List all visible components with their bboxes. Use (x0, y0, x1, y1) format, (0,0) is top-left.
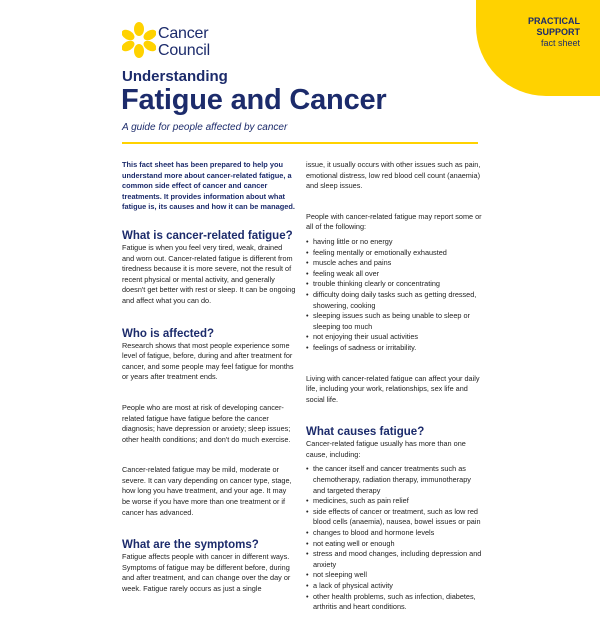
symptoms-outro: Living with cancer-related fatigue can affect your daily life, including your work, relationships, sex life and social life. (306, 373, 480, 404)
who-paragraph-2: People who are most at risk of developing cancer-related fatigue have fatigue before the cancer diagnosis; have depression or anxiety; sleep issues; other health conditions; and don't do much exercise. (122, 402, 291, 444)
list-item: • feeling weak all over (306, 269, 484, 280)
list-item: • not enjoying their usual activities (306, 332, 484, 343)
list-item: • medicines, such as pain relief (306, 496, 484, 507)
list-item: • the cancer itself and cancer treatments such as chemotherapy, radiation therapy, immunotherapy and targeted therapy (306, 464, 484, 496)
heading-what-is: What is cancer-related fatigue? (122, 229, 293, 242)
title-divider (122, 142, 478, 144)
list-item: • not eating well or enough (306, 539, 484, 550)
corner-label (528, 16, 580, 49)
symptoms-continued: issue, it usually occurs with other issues such as pain, emotional distress, low red blood cell count (anaemia) and sleep issues. (306, 160, 481, 191)
list-item: • difficulty doing daily tasks such as getting dressed, showering, cooking (306, 290, 484, 311)
causes-list (306, 464, 484, 612)
corner-line-1: PRACTICAL (528, 16, 580, 26)
page-title: Fatigue and Cancer (121, 84, 387, 116)
heading-who-affected: Who is affected? (122, 327, 215, 340)
list-item: • changes to blood and hormone levels (306, 528, 484, 539)
right-column (306, 160, 484, 623)
who-paragraph-1: Research shows that most people experience some level of fatigue, before, during and after treatment for cancer, and some people may feel fatigue for months or years after treatment ends. (122, 340, 294, 382)
list-item: • a lack of physical activity (306, 581, 484, 592)
heading-symptoms: What are the symptoms? (122, 539, 259, 552)
who-paragraph-3: Cancer-related fatigue may be mild, moderate or severe. It can vary depending on cancer type, stage, how long you have treatment, and your age. It may be worse if you have more than one treatment or if cancer has advanced. (122, 465, 292, 517)
left-column (122, 160, 296, 605)
symptoms-list-intro: People with cancer-related fatigue may report some or all of the following: (306, 211, 482, 232)
logo-line-2: Council (158, 42, 210, 59)
daffodil-logo-icon (122, 22, 156, 58)
list-item: • feelings of sadness or irritability. (306, 343, 484, 354)
what-is-body: Fatigue is when you feel very tired, weak, drained and worn out. Cancer-related fatigue is different from tiredness because it is more severe, not the result of recent physical or mental activity, and generally doesn't get better with rest or sleep. It can be ongoing and affect what you can do. (122, 242, 296, 305)
causes-intro: Cancer-related fatigue usually has more than one cause, including: (306, 439, 466, 459)
list-item: • stress and mood changes, including depression and anxiety (306, 549, 484, 570)
list-item: • feeling mentally or emotionally exhausted (306, 248, 484, 259)
heading-causes: What causes fatigue? (306, 426, 425, 439)
cancer-council-logo (122, 22, 232, 62)
intro-paragraph: This fact sheet has been prepared to help you understand more about cancer-related fatigue, a common side effect of cancer and cancer treatments. It provides information about what fatigue is, its causes and how it can be managed. (122, 160, 295, 212)
logo-wordmark (158, 25, 210, 59)
list-item: • muscle aches and pains (306, 258, 484, 269)
symptoms-list (306, 237, 484, 354)
corner-line-2: SUPPORT (536, 27, 580, 37)
list-item: • not sleeping well (306, 570, 484, 581)
list-item: • trouble thinking clearly or concentrating (306, 279, 484, 290)
corner-line-3: fact sheet (540, 38, 580, 48)
list-item: • side effects of cancer or treatment, such as low red blood cells (anaemia), nausea, bowel issues or pain (306, 507, 484, 528)
title-kicker: Understanding (122, 68, 228, 85)
list-item: • having little or no energy (306, 237, 484, 248)
practical-support-corner (476, 0, 600, 96)
list-item: • sleeping issues such as being unable to sleep or sleeping too much (306, 311, 484, 332)
logo-line-1: Cancer (158, 25, 209, 42)
list-item: • other health problems, such as infection, diabetes, arthritis and heart conditions. (306, 592, 484, 613)
page-subtitle: A guide for people affected by cancer (122, 122, 288, 133)
symptoms-body: Fatigue affects people with cancer in different ways. Symptoms of fatigue may be different before, during and after treatment, and can change over the day or week. Fatigue rarely occurs as just a single (122, 552, 291, 594)
